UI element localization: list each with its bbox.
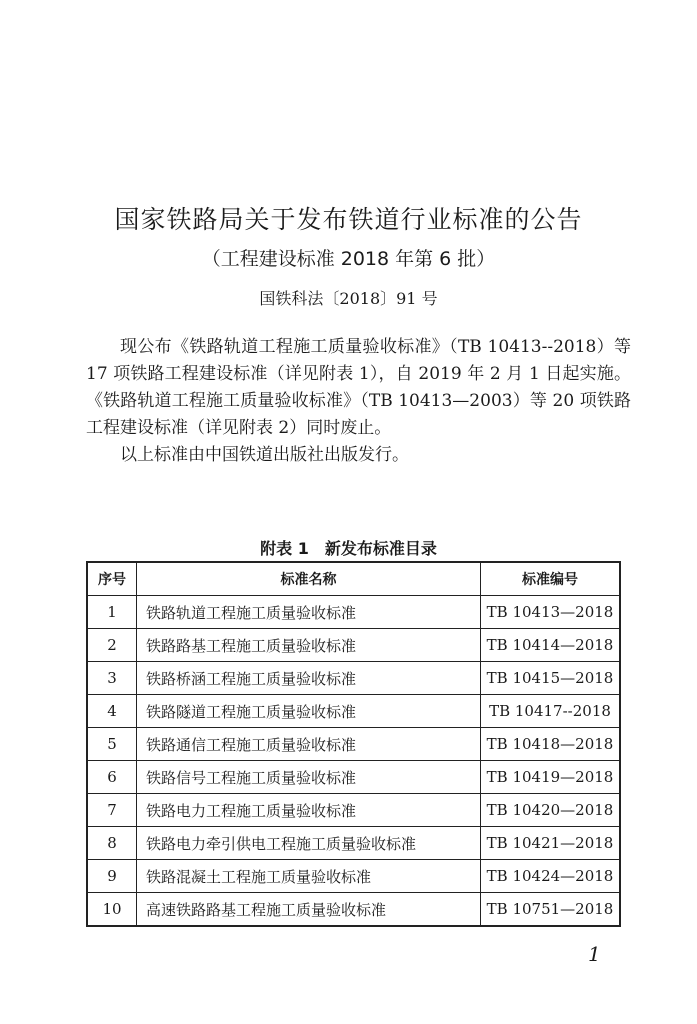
page-subtitle: （工程建设标准 2018 年第 6 批） [201,248,496,270]
row-number: 1 [87,596,137,629]
row-number: 7 [87,794,137,827]
table-row [87,794,620,827]
table-row [87,662,620,695]
standard-name: 铁路路基工程施工质量验收标准 [137,629,481,662]
table-row [87,695,620,728]
standard-code: TB 10421—2018 [481,827,621,860]
row-number: 5 [87,728,137,761]
standard-code: TB 10415—2018 [481,662,621,695]
standard-name: 铁路隧道工程施工质量验收标准 [137,695,481,728]
standard-name: 高速铁路路基工程施工质量验收标准 [137,893,481,927]
page-number: 1 [588,942,601,966]
standard-code: TB 10424—2018 [481,860,621,893]
standard-name: 铁路通信工程施工质量验收标准 [137,728,481,761]
standard-code: TB 10751—2018 [481,893,621,927]
row-number: 4 [87,695,137,728]
row-number: 8 [87,827,137,860]
row-number: 6 [87,761,137,794]
standard-name: 铁路混凝土工程施工质量验收标准 [137,860,481,893]
table-row [87,728,620,761]
paragraph: 现公布《铁路轨道工程施工质量验收标准》（TB 10413--2018）等 17 项铁路工程建设标准（详见附表 1），自 2019 年 2 月 1 日起实施。《铁路轨道工程施工质量验收标准》（TB 10413—2003）等 20 项铁路工程建设标准（详见附表 2）同时废止。 [86,337,631,438]
standards-table [86,561,621,927]
standard-code: TB 10417--2018 [481,695,621,728]
table-caption: 附表 1 新发布标准目录 [260,539,437,558]
paragraph: 以上标准由中国铁道出版社出版发行。 [120,445,409,465]
standard-code: TB 10420—2018 [481,794,621,827]
table-row [87,827,620,860]
table-row [87,860,620,893]
column-header-code: 标准编号 [481,562,621,596]
row-number: 2 [87,629,137,662]
document-number: 国铁科法〔2018〕91 号 [259,289,438,308]
column-header-name: 标准名称 [137,562,481,596]
page-title: 国家铁路局关于发布铁道行业标准的公告 [114,205,583,234]
standard-code: TB 10413—2018 [481,596,621,629]
standard-name: 铁路电力工程施工质量验收标准 [137,794,481,827]
standard-code: TB 10418—2018 [481,728,621,761]
table-row [87,893,620,927]
standard-name: 铁路桥涵工程施工质量验收标准 [137,662,481,695]
table-row [87,761,620,794]
row-number: 9 [87,860,137,893]
column-header-no: 序号 [87,562,137,596]
standard-name: 铁路信号工程施工质量验收标准 [137,761,481,794]
table-header-row [87,562,620,596]
row-number: 3 [87,662,137,695]
row-number: 10 [87,893,137,927]
standard-name: 铁路电力牵引供电工程施工质量验收标准 [137,827,481,860]
standard-name: 铁路轨道工程施工质量验收标准 [137,596,481,629]
table-row [87,629,620,662]
standard-code: TB 10414—2018 [481,629,621,662]
standard-code: TB 10419—2018 [481,761,621,794]
announcement-body [86,334,631,469]
table-row [87,596,620,629]
